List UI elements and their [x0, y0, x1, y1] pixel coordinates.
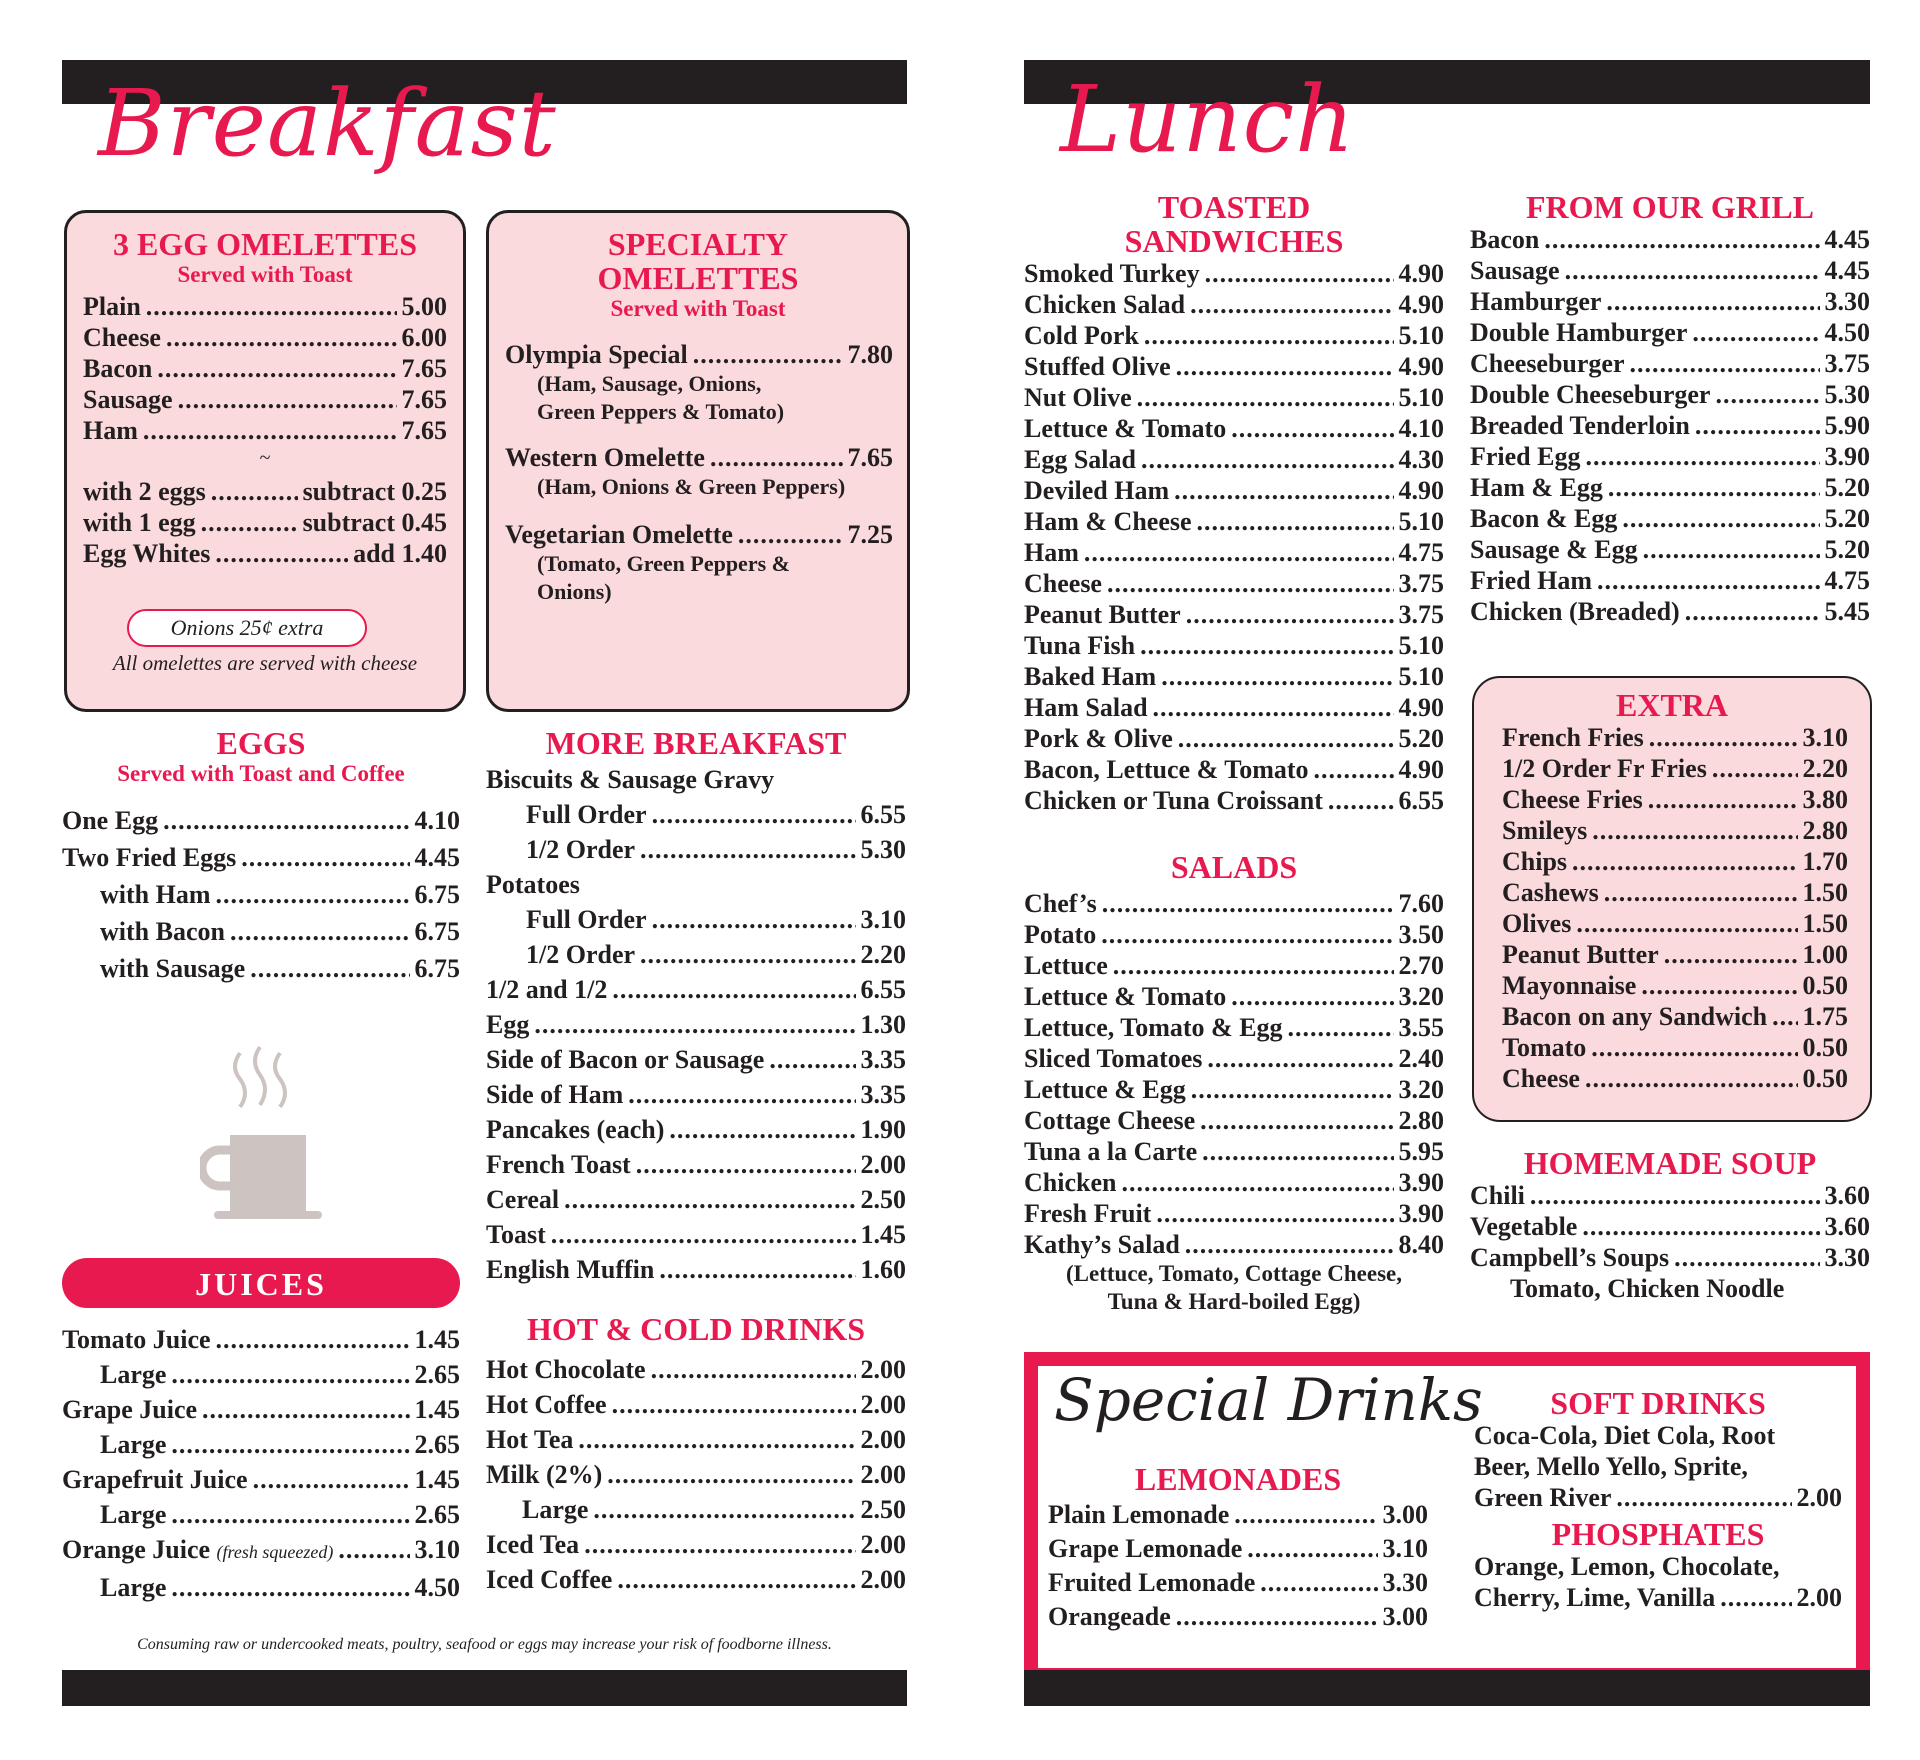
item-desc: Green Peppers & Tomato)	[537, 399, 785, 424]
menu-row: Chicken (Breaded) ..... 5.45	[1470, 596, 1870, 627]
specialty-heading-2: OMELETTES	[597, 260, 799, 296]
sandwiches-heading-1: TOASTED	[1157, 189, 1311, 225]
soft-drinks-section	[1474, 1386, 1842, 1613]
menu-row: Lettuce ..... 2.70	[1024, 950, 1444, 981]
grill-heading: FROM OUR GRILL	[1526, 189, 1814, 225]
menu-row: Hamburger ..... 3.30	[1470, 286, 1870, 317]
menu-row: Hot Coffee ..... 2.00	[486, 1387, 906, 1422]
menu-row: Large ..... 2.50	[486, 1492, 906, 1527]
menu-row: Sausage ..... 7.65	[83, 384, 447, 415]
menu-row: Deviled Ham ..... 4.90	[1024, 475, 1444, 506]
menu-row: with 2 eggs ..... subtract 0.25	[83, 476, 447, 507]
menu-row: Bacon & Egg ..... 5.20	[1470, 503, 1870, 534]
menu-row: Sausage & Egg ..... 5.20	[1470, 534, 1870, 565]
menu-row: Orangeade ..... 3.00	[1048, 1600, 1428, 1634]
menu-row: Tomato ..... 0.50	[1502, 1032, 1848, 1063]
menu-row: Olives ..... 1.50	[1502, 908, 1848, 939]
menu-row: Bacon ..... 7.65	[83, 353, 447, 384]
menu-row: Egg Salad ..... 4.30	[1024, 444, 1444, 475]
menu-row: Lettuce, Tomato & Egg ..... 3.55	[1024, 1012, 1444, 1043]
menu-row: Grape Juice ..... 1.45	[62, 1392, 460, 1427]
menu-row: Mayonnaise ..... 0.50	[1502, 970, 1848, 1001]
menu-row: Sausage ..... 4.45	[1470, 255, 1870, 286]
more-breakfast-heading: MORE BREAKFAST	[545, 725, 847, 761]
item-desc: (Ham, Sausage, Onions,	[537, 371, 762, 396]
menu-row: Hot Tea ..... 2.00	[486, 1422, 906, 1457]
menu-row: Pancakes (each) ..... 1.90	[486, 1112, 906, 1147]
menu-row: Iced Tea ..... 2.00	[486, 1527, 906, 1562]
menu-row: Chicken Salad ..... 4.90	[1024, 289, 1444, 320]
menu-row: Side of Bacon or Sausage ..... 3.35	[486, 1042, 906, 1077]
menu-row: Ham Salad ..... 4.90	[1024, 692, 1444, 723]
drinks-heading: HOT & COLD DRINKS	[526, 1311, 866, 1347]
menu-row: Cherry, Lime, Vanilla ..... 2.00	[1474, 1582, 1842, 1613]
menu-row: Bacon ..... 4.45	[1470, 224, 1870, 255]
specialty-list	[489, 323, 907, 606]
menu-row: Peanut Butter ..... 1.00	[1502, 939, 1848, 970]
grill-list	[1470, 224, 1870, 627]
menu-row: Green River ..... 2.00	[1474, 1482, 1842, 1513]
menu-row: Full Order ..... 3.10	[486, 902, 906, 937]
eggs-heading: EGGS	[216, 725, 306, 761]
item-desc: (Tomato, Green Peppers &	[537, 551, 790, 576]
food-safety-disclaimer: Consuming raw or undercooked meats, poultry, seafood or eggs may increase your risk of foodborne illness.	[137, 1636, 832, 1653]
menu-row: Large ..... 2.65	[62, 1497, 460, 1532]
breakfast-bottom-bar	[62, 1670, 907, 1706]
menu-row: Peanut Butter ..... 3.75	[1024, 599, 1444, 630]
salads-heading: SALADS	[1170, 849, 1298, 885]
menu-row: Orange Juice (fresh squeezed) ..... 3.10	[62, 1532, 460, 1570]
menu-row: Plain Lemonade ..... 3.00	[1048, 1498, 1428, 1532]
soup-section	[1470, 1146, 1870, 1304]
egg-omelettes-box	[64, 210, 466, 712]
menu-row: Chili ..... 3.60	[1470, 1180, 1870, 1211]
eggs-list	[62, 802, 460, 987]
sandwiches-list	[1024, 258, 1444, 816]
menu-row: Potato ..... 3.50	[1024, 919, 1444, 950]
menu-row: Ham & Egg ..... 5.20	[1470, 472, 1870, 503]
menu-row: Vegetable ..... 3.60	[1470, 1211, 1870, 1242]
menu-row: 1/2 Order Fr Fries ..... 2.20	[1502, 753, 1848, 784]
item-desc: Onions)	[537, 579, 612, 604]
menu-row: Cold Pork ..... 5.10	[1024, 320, 1444, 351]
menu-row: Olympia Special ..... 7.80	[505, 339, 893, 370]
menu-row: Milk (2%) ..... 2.00	[486, 1457, 906, 1492]
egg-omelettes-sub: Served with Toast	[177, 262, 353, 287]
menu-row: Fried Ham ..... 4.75	[1470, 565, 1870, 596]
specialty-heading-1: SPECIALTY	[607, 226, 789, 262]
menu-row: Cheese ..... 0.50	[1502, 1063, 1848, 1094]
egg-omelettes-heading: 3 EGG OMELETTES	[112, 226, 418, 262]
menu-row: 1/2 and 1/2 ..... 6.55	[486, 972, 906, 1007]
extra-list	[1474, 722, 1870, 1094]
breakfast-title: Breakfast	[98, 70, 557, 177]
menu-row: Toast ..... 1.45	[486, 1217, 906, 1252]
lemonades-heading: LEMONADES	[1134, 1461, 1342, 1497]
egg-omelettes-list	[67, 289, 463, 569]
menu-row: Large ..... 4.50	[62, 1570, 460, 1605]
menu-row: Cheeseburger ..... 3.75	[1470, 348, 1870, 379]
menu-row: Lettuce & Tomato ..... 4.10	[1024, 413, 1444, 444]
grill-section	[1470, 190, 1870, 627]
menu-row: Western Omelette ..... 7.65	[505, 442, 893, 473]
phosphates-line: Orange, Lemon, Chocolate,	[1474, 1552, 1780, 1581]
menu-row: Chicken ..... 3.90	[1024, 1167, 1444, 1198]
menu-row: Fruited Lemonade ..... 3.30	[1048, 1566, 1428, 1600]
menu-row: with Ham ..... 6.75	[62, 876, 460, 913]
menu-row: Egg ..... 1.30	[486, 1007, 906, 1042]
menu-row: Biscuits & Sausage Gravy	[486, 765, 775, 794]
menu-row: with Bacon ..... 6.75	[62, 913, 460, 950]
menu-row: Fresh Fruit ..... 3.90	[1024, 1198, 1444, 1229]
menu-row: English Muffin ..... 1.60	[486, 1252, 906, 1287]
menu-row: Large ..... 2.65	[62, 1427, 460, 1462]
item-desc: (Ham, Onions & Green Peppers)	[537, 474, 846, 499]
lunch-bottom-bar	[1024, 1670, 1870, 1706]
menu-row: Cheese ..... 6.00	[83, 322, 447, 353]
menu-row: Cottage Cheese ..... 2.80	[1024, 1105, 1444, 1136]
menu-row: French Toast ..... 2.00	[486, 1147, 906, 1182]
menu-row: Cereal ..... 2.50	[486, 1182, 906, 1217]
coffee-cup-icon	[200, 1045, 330, 1225]
menu-row: Smoked Turkey ..... 4.90	[1024, 258, 1444, 289]
menu-row: Chicken or Tuna Croissant ..... 6.55	[1024, 785, 1444, 816]
extra-box	[1472, 676, 1872, 1122]
menu-row: Cheese Fries ..... 3.80	[1502, 784, 1848, 815]
onions-note: Onions 25¢ extra	[127, 609, 367, 647]
menu-row: Plain ..... 5.00	[83, 291, 447, 322]
menu-row: Side of Ham ..... 3.35	[486, 1077, 906, 1112]
menu-row: with Sausage ..... 6.75	[62, 950, 460, 987]
phosphates-heading: PHOSPHATES	[1551, 1516, 1765, 1552]
soup-heading: HOMEMADE SOUP	[1523, 1145, 1817, 1181]
sandwiches-section	[1024, 190, 1444, 816]
menu-row: Stuffed Olive ..... 4.90	[1024, 351, 1444, 382]
menu-row: Smileys ..... 2.80	[1502, 815, 1848, 846]
kathys-salad-desc: (Lettuce, Tomato, Cottage Cheese,	[1066, 1261, 1402, 1286]
soup-list	[1470, 1180, 1870, 1304]
menu-row: Tuna a la Carte ..... 5.95	[1024, 1136, 1444, 1167]
menu-row: Baked Ham ..... 5.10	[1024, 661, 1444, 692]
menu-row: Double Hamburger ..... 4.50	[1470, 317, 1870, 348]
more-breakfast-section	[486, 726, 906, 1287]
menu-row: Ham ..... 7.65	[83, 415, 447, 446]
menu-row: Bacon on any Sandwich ..... 1.75	[1502, 1001, 1848, 1032]
menu-row: Grapefruit Juice ..... 1.45	[62, 1462, 460, 1497]
menu-row: Large ..... 2.65	[62, 1357, 460, 1392]
tilde-divider: ~	[259, 447, 271, 469]
eggs-section	[62, 726, 460, 987]
more-breakfast-list	[486, 762, 906, 1287]
special-drinks-title: Special Drinks	[1054, 1366, 1483, 1434]
menu-row: Cheese ..... 3.75	[1024, 568, 1444, 599]
menu-row: Tomato Juice ..... 1.45	[62, 1322, 460, 1357]
menu-row: Bacon, Lettuce & Tomato ..... 4.90	[1024, 754, 1444, 785]
menu-row: Grape Lemonade ..... 3.10	[1048, 1532, 1428, 1566]
fresh-squeezed-note: (fresh squeezed)	[216, 1542, 334, 1562]
specialty-sub: Served with Toast	[610, 296, 786, 321]
menu-row: 1/2 Order ..... 5.30	[486, 832, 906, 867]
menu-row: Full Order ..... 6.55	[486, 797, 906, 832]
menu-row: Double Cheeseburger ..... 5.30	[1470, 379, 1870, 410]
menu-row: Pork & Olive ..... 5.20	[1024, 723, 1444, 754]
menu-row: Cashews ..... 1.50	[1502, 877, 1848, 908]
soft-drinks-heading: SOFT DRINKS	[1550, 1385, 1766, 1421]
menu-row: Nut Olive ..... 5.10	[1024, 382, 1444, 413]
menu-row: Chef’s ..... 7.60	[1024, 888, 1444, 919]
salads-list	[1024, 888, 1444, 1316]
menu-row: Breaded Tenderloin ..... 5.90	[1470, 410, 1870, 441]
juices-heading: JUICES	[62, 1258, 460, 1308]
juices-list	[62, 1322, 460, 1605]
menu-row: Ham ..... 4.75	[1024, 537, 1444, 568]
special-drinks-box	[1024, 1352, 1870, 1682]
hot-cold-drinks-section	[486, 1312, 906, 1597]
soft-drinks-line: Beer, Mello Yello, Sprite,	[1474, 1452, 1748, 1481]
menu-row: Sliced Tomatoes ..... 2.40	[1024, 1043, 1444, 1074]
sandwiches-heading-2: SANDWICHES	[1124, 223, 1344, 259]
salads-section	[1024, 850, 1444, 1316]
soup-sub: Tomato, Chicken Noodle	[1510, 1274, 1785, 1303]
menu-row: Potatoes	[486, 870, 580, 899]
drinks-list	[486, 1352, 906, 1597]
menu-row: Egg Whites ..... add 1.40	[83, 538, 447, 569]
menu-row: Tuna Fish ..... 5.10	[1024, 630, 1444, 661]
lunch-title: Lunch	[1060, 66, 1356, 173]
specialty-omelettes-box	[486, 210, 910, 712]
menu-row: 1/2 Order ..... 2.20	[486, 937, 906, 972]
menu-row: Vegetarian Omelette ..... 7.25	[505, 519, 893, 550]
menu-row: Two Fried Eggs ..... 4.45	[62, 839, 460, 876]
menu-row: French Fries ..... 3.10	[1502, 722, 1848, 753]
lemonades-section	[1048, 1462, 1428, 1634]
menu-row: One Egg ..... 4.10	[62, 802, 460, 839]
menu-row: Lettuce & Tomato ..... 3.20	[1024, 981, 1444, 1012]
menu-row: with 1 egg ..... subtract 0.45	[83, 507, 447, 538]
menu-row: Lettuce & Egg ..... 3.20	[1024, 1074, 1444, 1105]
extra-heading: EXTRA	[1615, 687, 1728, 723]
menu-row: Campbell’s Soups ..... 3.30	[1470, 1242, 1870, 1273]
cheese-note: All omelettes are served with cheese	[112, 651, 418, 675]
kathys-salad-desc: Tuna & Hard-boiled Egg)	[1107, 1289, 1361, 1314]
menu-row: Hot Chocolate ..... 2.00	[486, 1352, 906, 1387]
menu-row: Iced Coffee ..... 2.00	[486, 1562, 906, 1597]
eggs-sub: Served with Toast and Coffee	[117, 761, 405, 786]
menu-row: Chips ..... 1.70	[1502, 846, 1848, 877]
menu-row: Fried Egg ..... 3.90	[1470, 441, 1870, 472]
menu-row: Kathy’s Salad ..... 8.40	[1024, 1229, 1444, 1260]
menu-row: Ham & Cheese ..... 5.10	[1024, 506, 1444, 537]
soft-drinks-line: Coca-Cola, Diet Cola, Root	[1474, 1421, 1776, 1450]
